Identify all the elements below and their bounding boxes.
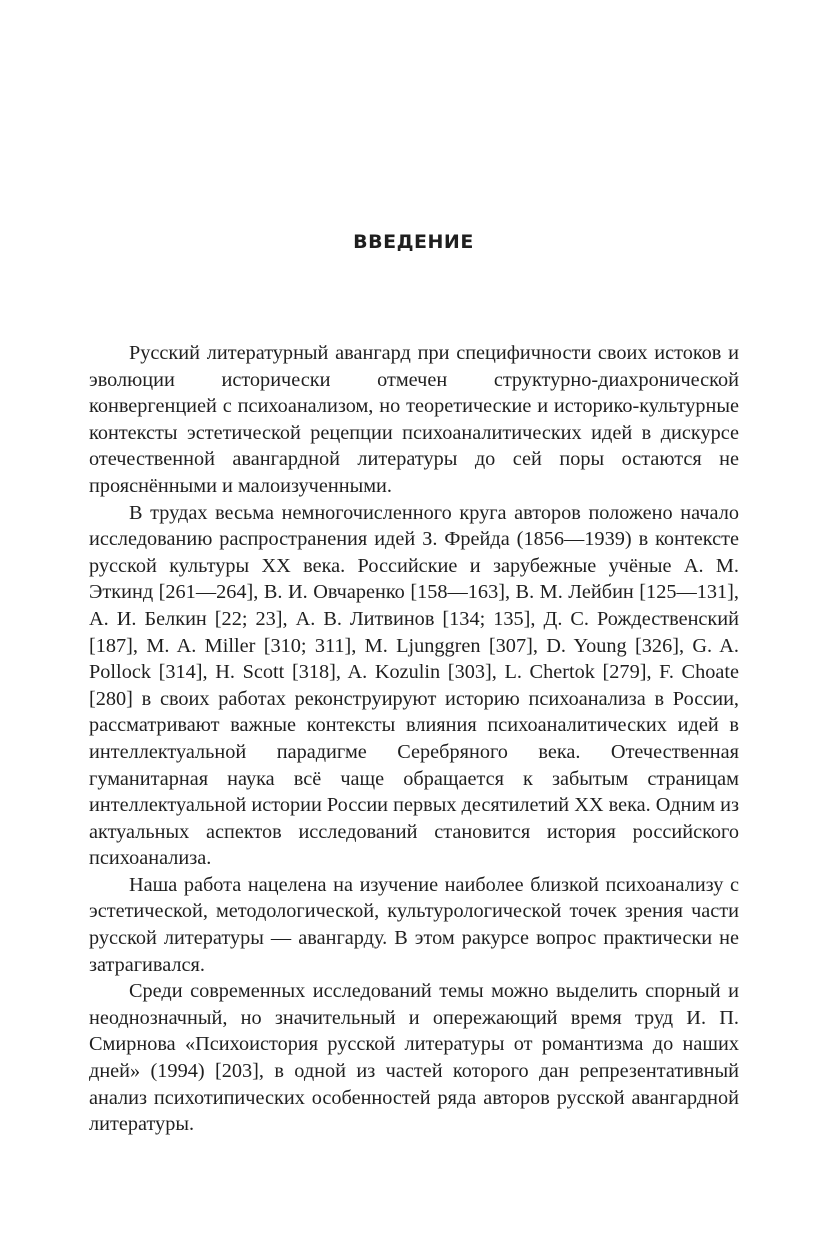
paragraph-3: Наша работа нацелена на изучение наиболее близкой психоанализу с эстетической, методологической, культурологической точек зрения части русской литературы — авангарду. В этом ракурсе вопрос практически не затрагивался.: [89, 873, 739, 976]
paragraph-1: Русский литературный авангард при специфичности своих истоков и эволюции исторически отмечен структурно-диахронической конвергенцией с психоанализом, но теоретические и историко-культурные контексты эстетической рецепции психоаналитических идей в дискурсе отечественной авангардной литературы до сей поры остаются не прояснёнными и малоизученными.: [89, 342, 739, 497]
paragraph-4: Среди современных исследований темы можно выделить спорный и неоднозначный, но значительный и опережающий время труд И. П. Смирнова «Психоистория русской литературы от романтизма до наших дней» (1994) [203], в одной из частей которого дан репрезентативный анализ психотипических особенностей ряда авторов русской авангардной литературы.: [89, 980, 739, 1136]
body-text: [89, 340, 739, 1138]
paragraph-2: В трудах весьма немногочисленного круга авторов положено начало исследованию распространения идей З. Фрейда (1856—1939) в контексте русской культуры XX века. Российские и зарубежные учёные А. М. Эткинд [261—264], В. И. Овчаренко [158—163], В. М. Лейбин [125—131], А. И. Белкин [22; 23], А. В. Литвинов [134; 135], Д. С. Рождественский [187], M. A. Miller [310; 311], M. Ljunggren [307], D. Young [326], G. A. Pollock [314], H. Scott [318], A. Kozulin [303], L. Chertok [279], F. Choate [280] в своих работах реконструируют историю психоанализа в России, рассматривают важные контексты влияния психоаналитических идей в интеллектуальной парадигме Серебряного века. Отечественная гуманитарная наука всё чаще обращается к забытым страницам интеллектуальной истории России первых десятилетий XX века. Одним из актуальных аспектов исследований становится история российского психоанализа.: [89, 501, 739, 870]
chapter-heading: ВВЕДЕНИЕ: [353, 231, 474, 253]
